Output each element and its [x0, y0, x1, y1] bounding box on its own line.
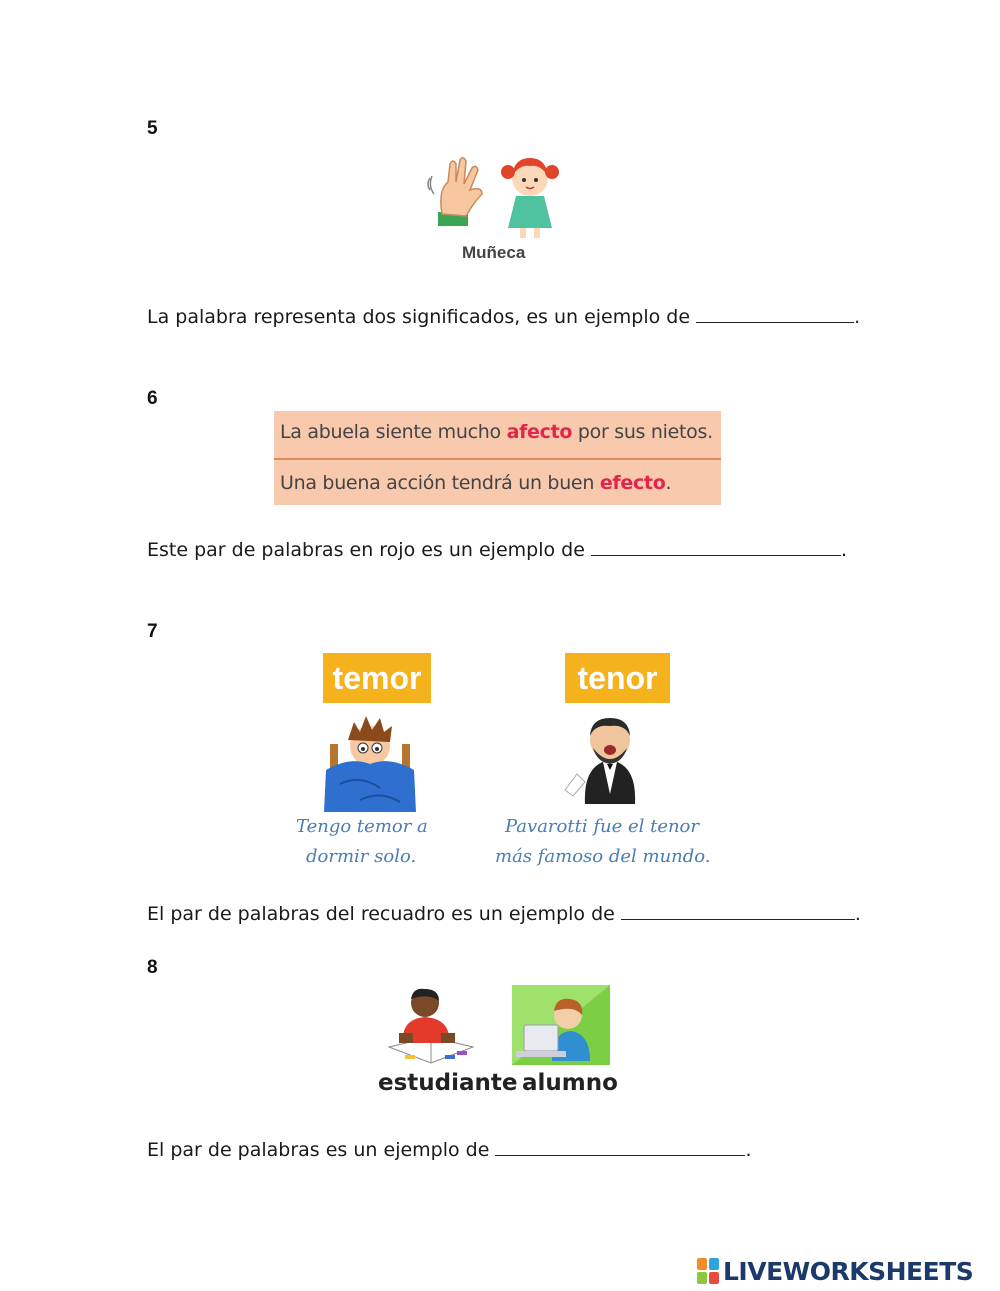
- end-mark: .: [840, 539, 848, 561]
- caption-line: más famoso del mundo.: [495, 846, 711, 867]
- question-sentence-8: [147, 1138, 752, 1161]
- logo-text: LIVEWORKSHEETS: [723, 1256, 974, 1286]
- end-mark: .: [745, 1139, 752, 1161]
- muneca-illustration: [420, 150, 570, 245]
- caption-line: Tengo temor a: [296, 816, 428, 837]
- question-number-7: 7: [147, 621, 158, 642]
- word-estudiante: estudiante: [378, 1070, 518, 1096]
- caption-tenor: [495, 812, 711, 872]
- highlighted-word: afecto: [506, 421, 573, 443]
- student-laptop-icon: [512, 985, 610, 1065]
- sentence-text: El par de palabras del recuadro es un ejemplo de: [147, 903, 615, 925]
- question-sentence-5: [147, 305, 860, 328]
- sentence-part: Una buena acción tendrá un buen: [280, 472, 600, 494]
- student-drawing-icon: [385, 985, 475, 1070]
- question-number-6: 6: [147, 388, 158, 409]
- example-sentences-box: [274, 411, 721, 505]
- word-tag-temor: temor: [323, 653, 431, 703]
- question-sentence-7: [147, 902, 861, 925]
- example-sentence-2: [280, 472, 671, 494]
- caption-line: dormir solo.: [306, 846, 417, 867]
- answer-blank-5[interactable]: [696, 305, 854, 323]
- singing-tenor-icon: [555, 704, 665, 804]
- caption-line: Pavarotti fue el tenor: [505, 816, 700, 837]
- image-caption: Muñeca: [462, 243, 526, 262]
- sentence-text: La palabra representa dos significados, es un ejemplo de: [147, 306, 691, 328]
- answer-blank-8[interactable]: [495, 1138, 745, 1156]
- word-tag-tenor: tenor: [565, 653, 670, 703]
- sentence-text: Este par de palabras en rojo es un ejemplo de: [147, 539, 585, 561]
- end-mark: .: [854, 903, 861, 925]
- scared-boy-in-bed-icon: [320, 704, 420, 812]
- doll-icon: [501, 158, 559, 238]
- caption-temor: [296, 812, 428, 872]
- sign-hand-icon: [428, 158, 482, 226]
- sentence-part: La abuela siente mucho: [280, 421, 507, 443]
- example-sentence-1: [280, 421, 713, 443]
- word-alumno: alumno: [522, 1070, 618, 1096]
- sentence-part: por sus nietos.: [572, 421, 713, 443]
- sentence-text: El par de palabras es un ejemplo de: [147, 1139, 490, 1161]
- liveworksheets-logo-icon: [697, 1258, 719, 1284]
- answer-blank-7[interactable]: [621, 902, 855, 920]
- liveworksheets-logo[interactable]: [697, 1256, 973, 1286]
- divider: [274, 458, 721, 460]
- question-number-8: 8: [147, 957, 158, 978]
- highlighted-word: efecto: [599, 472, 666, 494]
- answer-blank-6[interactable]: [591, 538, 841, 556]
- question-number-5: 5: [147, 118, 158, 139]
- end-mark: .: [854, 306, 861, 328]
- question-sentence-6: [147, 538, 847, 561]
- sentence-part: .: [665, 472, 672, 494]
